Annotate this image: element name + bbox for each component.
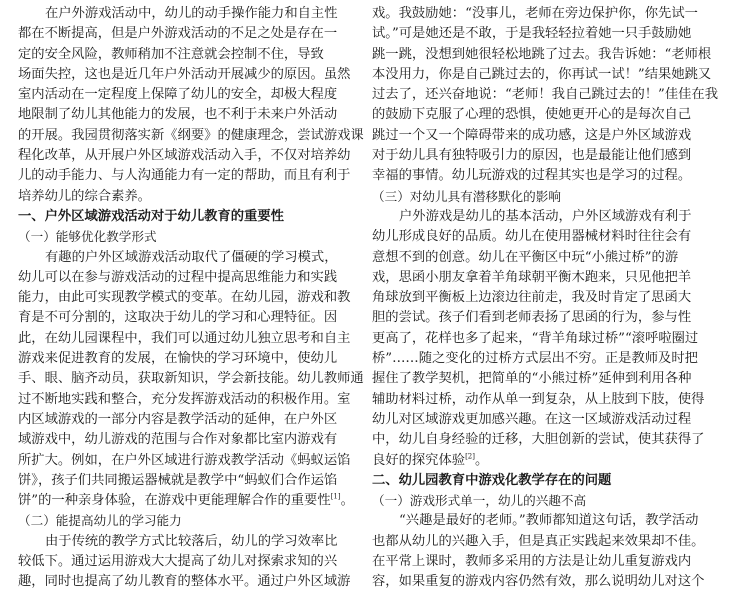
text-line [18,532,348,552]
text-line [372,329,722,349]
text-line [372,390,722,410]
line-text: （二）能提高幼儿的学习能力 [18,513,182,529]
line-text: 跳一跳，没想到她很轻松地跳了过去。我告诉她：“老师根 [372,46,712,62]
section-heading [372,187,722,207]
line-text: 角球放到平衡板上边滚边往前走，我及时肯定了思函大 [372,290,692,306]
line-text: 户外游戏是幼儿的基本活动，户外区域游戏有利于 [399,208,692,224]
text-line [372,166,722,186]
text-line [18,451,351,471]
text-line [18,410,348,430]
text-line [18,187,348,207]
line-text: 对于幼儿具有独特吸引力的原因，也是最能让他们感到 [372,148,692,164]
line-text: 域游戏中，幼儿游戏的范围与合作对象都比室内游戏有 [18,432,338,448]
line-text: 二、幼儿园教育中游戏化教学存在的问题 [372,472,612,488]
text-line [18,85,348,105]
line-text: 跳过一个又一个障碍带来的成功感，这是户外区域游戏 [372,127,692,143]
section-heading [18,207,348,227]
line-text: （一）能够优化教学形式 [18,229,157,245]
text-line [18,390,351,410]
text-line [372,268,722,288]
line-text: 过不断地实践和整合，充分发挥游戏活动的积极作用。室 [18,391,351,407]
text-line [372,572,722,592]
text-line [18,248,348,268]
line-text: 内区域游戏的一部分内容是教学活动的延伸，在户外区 [18,411,338,427]
line-text: “兴趣是最好的老师。”教师都知道这句话，教学活动 [399,513,699,529]
line-text: 桥”……随之变化的过桥方式层出不穷。正是教师及时把 [372,351,698,367]
line-text: 趣，同时也提高了幼儿教育的整体水平。通过户外区域游 [18,574,351,590]
text-line [372,410,722,430]
text-line [18,349,348,369]
text-line [18,105,348,125]
section-heading [372,491,722,511]
text-line [18,24,348,44]
text-line [372,308,722,328]
text-line [18,146,351,166]
text-line [372,85,722,105]
line-text: 饼”的一种亲身体验，在游戏中更能理解合作的重要性 [18,493,331,509]
line-text: （三）对幼儿具有潜移默化的影响 [372,188,561,204]
line-text: 饼》，孩子们共同搬运器械就是教学中“蚂蚁们合作运馅 [18,472,338,488]
line-text: 能力，由此可实现教学模式的变革。在幼儿园，游戏和教 [18,290,351,306]
citation-marker: [1] [330,492,341,501]
line-text: 试。”可是她还是不敢，于是我轻轻拉着她一只手鼓励她 [372,26,692,42]
line-text: 培养幼儿的综合素养。 [18,188,151,204]
text-line [372,552,722,572]
text-line [18,288,351,308]
line-text: 戏，思函小朋友拿着羊角球朝平衡木跑来，只见他把羊 [372,269,692,285]
line-text: 在户外游戏活动中，幼儿的动手操作能力和自主性 [45,6,338,21]
line-text: 定的安全风险，教师稍加不注意就会控制不住，导致 [18,46,324,62]
line-text: 胆的尝试。孩子们看到老师表扬了思函的行为，参与性 [372,310,692,326]
line-text: 手、眼、脑齐动员，获取新知识，学会新技能。幼儿教师通 [18,371,364,387]
text-line [372,532,722,552]
line-text: 幼儿对区域游戏更加感兴趣。在这一区域游戏活动过程 [372,411,692,427]
line-text: 幼儿形成良好的品质。幼儿在使用器械材料时往往会有 [372,229,692,245]
text-line [18,268,348,288]
text-line [372,105,722,125]
line-text: 戏。我鼓励她：“没事儿，老师在旁边保护你，你先试一 [372,6,698,21]
text-line [372,451,722,471]
line-text: 意想不到的创意。幼儿在平衡区中玩“小熊过桥”的游 [372,249,679,265]
text-line [18,572,351,592]
text-line [372,126,722,146]
line-text: 育是不可分割的，这取决于幼儿的学习和心理特征。因 [18,310,338,326]
line-text: 程化改革，从开展户外区域游戏活动入手，不仅对培养幼 [18,148,351,164]
line-text: 中，幼儿自身经验的迁移，大胆创新的尝试，使其获得了 [372,432,705,448]
line-text: 容，如果重复的游戏内容仍然有效，那么说明幼儿对这个 [372,574,705,590]
text-line [372,4,722,24]
section-heading [18,227,348,247]
line-text: 此，在幼儿园课程中，我们可以通过幼儿独立思考和自主 [18,330,351,346]
line-punctuation: 。 [475,452,489,468]
text-line [18,552,348,572]
left-column [18,4,364,593]
line-text: 幼儿可以在参与游戏活动的过程中提高思维能力和实践 [18,269,338,285]
text-line [372,146,722,166]
text-line [18,471,348,491]
text-line [18,166,351,186]
text-line [372,349,722,369]
text-line [372,207,722,227]
line-text: 过去了，还兴奋地说：“老师！我自己跳过去的！”佳佳在我 [372,87,719,103]
text-line [18,369,364,389]
text-line [18,329,351,349]
text-line [372,227,722,247]
line-text: 也都从幼儿的兴趣入手，但是真正实践起来效果却不佳。 [372,533,705,549]
line-text: 儿的动手能力、与人沟通能力有一定的帮助，而且有利于 [18,168,351,184]
text-line [372,511,722,531]
text-line [18,4,348,24]
text-line [18,308,348,328]
line-text: 本没用力，你是自己跳过去的，你再试一试！”结果她跳又 [372,66,712,82]
text-line [18,45,348,65]
line-text: 较低下。通过运用游戏大大提高了幼儿对探索求知的兴 [18,554,338,570]
line-text: 由于传统的教学方式比较落后，幼儿的学习效率比 [45,533,338,549]
text-line [18,126,364,146]
text-line [372,369,722,389]
line-text: 室内活动在一定程度上保障了幼儿的安全，却极大程度 [18,87,338,103]
section-heading [18,511,348,531]
line-text: 的开展。我园贯彻落实新《纲要》的健康理念，尝试游戏课 [18,127,364,143]
text-line [372,24,722,44]
line-text: 一、户外区域游戏活动对于幼儿教育的重要性 [18,208,284,224]
line-text: 所扩大。例如，在户外区域进行游戏教学活动《蚂蚁运馅 [18,452,351,468]
text-line [372,248,722,268]
line-text: 良好的探究体验 [372,452,466,468]
text-line [18,430,348,450]
text-line [372,288,722,308]
text-line [372,45,722,65]
line-text: 握住了教学契机，把简单的“小熊过桥”延伸到利用各种 [372,371,692,387]
citation-marker: [2] [465,452,475,461]
line-punctuation: 。 [340,493,354,509]
line-text: （一）游戏形式单一，幼儿的兴趣不高 [372,493,587,509]
text-line [372,430,722,450]
line-text: 辅助材料过桥，动作从单一到复杂，从上肢到下肢，使得 [372,391,705,407]
line-text: 有趣的户外区域游戏活动取代了僵硬的学习模式， [45,249,338,265]
text-line [372,65,722,85]
line-text: 更高了，花样也多了起来，“背羊角球过桥”“滚呼啦圈过 [372,330,699,346]
line-text: 的鼓励下克服了心理的恐惧，使她更开心的是每次自己 [372,107,692,123]
line-text: 在平常上课时，教师多采用的方法是让幼儿重复游戏内 [372,554,692,570]
line-text: 场面失控，这也是近几年户外活动开展减少的原因。虽然 [18,66,351,82]
right-column [372,4,722,593]
line-text: 地限制了幼儿其他能力的发展，也不利于未来户外活动 [18,107,338,123]
section-heading [372,471,722,491]
line-text: 游戏来促进教育的发展，在愉快的学习环境中，使幼儿 [18,351,338,367]
line-text: 幸福的事情。幼儿玩游戏的过程其实也是学习的过程。 [372,168,692,184]
line-text: 都在不断提高，但是户外游戏活动的不足之处是存在一 [18,26,338,42]
text-line [18,491,354,511]
text-line [18,65,351,85]
